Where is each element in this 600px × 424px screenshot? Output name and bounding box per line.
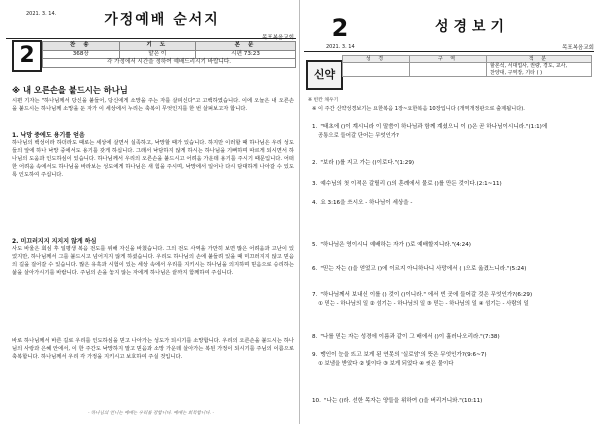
quiz-question [312,124,594,140]
question-number: 4. [312,200,318,206]
date: 2021. 3. 14 [326,44,355,50]
page-title: 성경보기 [434,19,510,35]
question-number: 8. [312,334,318,340]
role-options: 할론석, 서대업사, 권량, 경도, 교사, [490,63,568,70]
question-subtext: ① 보냄을 받았다 ② 빛이다 ③ 보게 되었다 ④ 씻은 물이다 [318,361,454,367]
question-text: )의 혼례에서 물로 ( [389,181,437,187]
reading-record-table [342,55,592,77]
question-text: )라. 선한 목자는 양들을 위하여 ( [341,398,422,404]
question-text: ) 것이 ( [384,292,404,298]
question-number: 9. [312,352,318,358]
table-cell: 시편 73:23 [196,50,296,59]
section-2-title: 2. 미끄러지지 지지지 않게 하심 [12,238,97,245]
section-1-body: 하나님의 백성이라 하더라도 때로는 세상에 살면서 실족하고, 낙망할 때가 있습니다. 하지만 이러할 때 하나님은 우리 성도들의 앞에 하나 낙망 중에서도 용기를 갖게 하십니다. 그래서 낙담하지 않게 하시는 하나님을 기뻐하며 따르게 되시면서 하나님의 도움과 인도하심이 있습니다. 하나님께서 우리의 오른손을 붙드시고 어려움 가운데 용기를 주시기 때문입니다. 어떠한 어려움 속에서도 하나님을 바라보는 성도에게 하나님은 새 힘을 주시며, 낙망에서 일어나 다시 담대하게 나아갈 수 있도록 인도하여 주십니다. [12,140,294,178]
left-page [6,0,296,424]
church-name: 목포복음교회 [262,35,294,41]
quiz-question [312,181,594,188]
question-text: )를 지고 가는 ( [337,160,375,166]
footer-motto: - 하나님의 언니는 예배는 우리를 강합니다. 예배는 회복합니다. - [87,411,215,416]
quiz-question [312,292,594,308]
table-header: 성 경 [343,56,410,63]
question-text: )은 곧 하나님이시니라."(1:1)에 [469,124,548,130]
table-header: 구 역 [410,56,487,63]
question-text: )이 계시니라 이 말씀이 하나님과 함께 계셨으니 이 ( [343,124,470,130]
question-subtext: ① 믿는 - 하나님의 일 ② 섬기는 - 하나님의 일 ③ 믿는 - 하나님의 일 ④ 섬기는 - 사람의 일 [318,301,529,307]
table-cell: 368장 [43,50,120,59]
question-number: 7. [312,292,318,298]
worship-order-table [42,41,296,68]
quiz-question [312,200,594,207]
question-number: 10. [312,398,321,404]
page-title: 가정예배 순서지 [104,12,220,28]
date: 2021. 3. 14. [26,11,57,17]
table-header: 찬 송 [43,42,120,51]
intro-paragraph: 시편 기자는 "하나님께서 당신을 붙들어, 당신에게 소망을 주는 자를 살피신다"고 고백하였습니다. 이에 오늘은 내 오른손을 붙드시는 하나님께 소망을 둔 자가 이 세상에서 누리는 축복이 무엇인지를 한 번 살펴보고자 합니다. [12,98,294,112]
table-cell: 맡은 이 [119,50,196,59]
question-text: )이로다."(1:29) [374,160,415,166]
closing-paragraph: 바로 하나님께서 바른 길로 우리를 인도하심을 믿고 나아가는 성도가 되시기를 소망합니다. 우리의 오른손을 붙드시는 하나님의 사랑과 은혜 안에서, 이 한 주간도 낙망하지 말고 믿음과 소망 가운데 살아가는 복된 가정이 되시기를 주님의 이름으로 축복합니다. 하나님께서 우리 각 가정을 지키시고 보호하여 주실 것입니다. [12,338,294,360]
table-header: 본 문 [196,42,296,51]
issue-number: 2 [12,40,42,72]
question-text: )을 얻었고 ( [350,266,380,272]
question-text: )를 만든 것이다.(2:1~11) [436,181,502,187]
question-number: 6. [312,266,318,272]
question-number: 3. [312,181,318,187]
district-cell[interactable] [410,63,487,77]
table-note: 각 가정에서 시간을 정하여 예배드리시기 바랍니다. [43,59,296,68]
fill-blank-note: ※ 빈칸 채우기 [308,98,339,103]
question-text: "하나님께서 보내신 이를 ( [320,292,385,298]
question-text: "믿는 자는 ( [320,266,351,272]
section-1-title: 1. 낙망 중에도 용기를 얻음 [12,132,85,139]
name-cell[interactable] [343,63,410,77]
question-text: "나를 믿는 자는 성경에 이름과 같이 그 배에서 ( [320,334,437,340]
table-header: 기 도 [119,42,196,51]
issue-number: 2 [331,14,349,42]
question-number: 2. [312,160,318,166]
right-page [304,0,594,424]
sermon-title: ※ 내 오른손을 붙드시는 하나님 [12,85,128,95]
role-cell [487,63,592,77]
role-options: 찬양대, 구역장, 기타 ( ) [490,69,543,76]
question-text: "태초에 ( [320,124,344,130]
quiz-question [312,266,594,273]
section-2-body: 사도 바울은 회심 후 일평생 복음 전도를 위해 자신을 바쳤습니다. 그의 전도 사역을 가만히 보면 많은 어려움과 고난이 있었지만, 하나님께서 그를 붙드시고 넘어지지 않게 하셨습니다. 우리도 하나님의 손에 붙들려 있을 때 미끄러지지 않고 믿음의 길을 걸어갈 수 있습니다. 많은 유혹과 시험이 있는 세상 속에서 우리를 지키시는 하나님을 의지하며 믿음으로 승리하는 삶을 살아가시기를 바랍니다. 주님의 손을 놓지 않는 자에게 하나님은 끝까지 함께하여 주십니다. [12,246,294,276]
page-divider [299,0,300,424]
church-name: 목포복음교회 [562,45,594,51]
question-text: )이니라." 에서 빈 곳에 들어갈 것은 무엇인가?(6:29) [403,292,533,298]
quiz-question [312,160,594,167]
question-subtext: 공통으로 들어갈 단어는 무엇인가? [318,133,399,139]
quiz-question [312,242,594,249]
quiz-question [312,398,594,405]
question-number: 1. [312,124,318,130]
header-rule [6,38,296,39]
question-text: 요 3:16을 쓰시오 - 하나님이 세상을 - [320,200,413,206]
question-text: "나는 ( [323,398,342,404]
question-number: 5. [312,242,318,248]
table-header: 적 분 [487,56,592,63]
question-text: )에 이르지 아니하나니 사망에서 ( )으로 옮겼느니라."(5:24) [379,266,527,272]
question-text: 예수님의 첫 이적은 갈릴리 ( [320,181,390,187]
header-rule [304,51,594,52]
instruction: ※ 이 주간 신약성경보기는 요한복음 1장~요한복음 10장입니다 (개역개정판으로 출제됩니다). [312,106,525,112]
question-text: )을 버리거니와."(10:11) [421,398,483,404]
quiz-question [312,352,594,368]
question-text: "하나님은 영이시니 예배하는 자가 ( [320,242,408,248]
question-text: )이 흘러나오리라."(7:38) [436,334,500,340]
section-badge: 신약 [306,60,343,90]
quiz-question [312,334,594,341]
question-text: )로 예배할지니라."(4:24) [407,242,471,248]
question-text: "보라 ( [320,160,338,166]
question-text: 맹인이 눈을 뜨고 보게 된 연못의 '실로암'의 뜻은 무엇인가?(9:6~7) [320,352,487,358]
